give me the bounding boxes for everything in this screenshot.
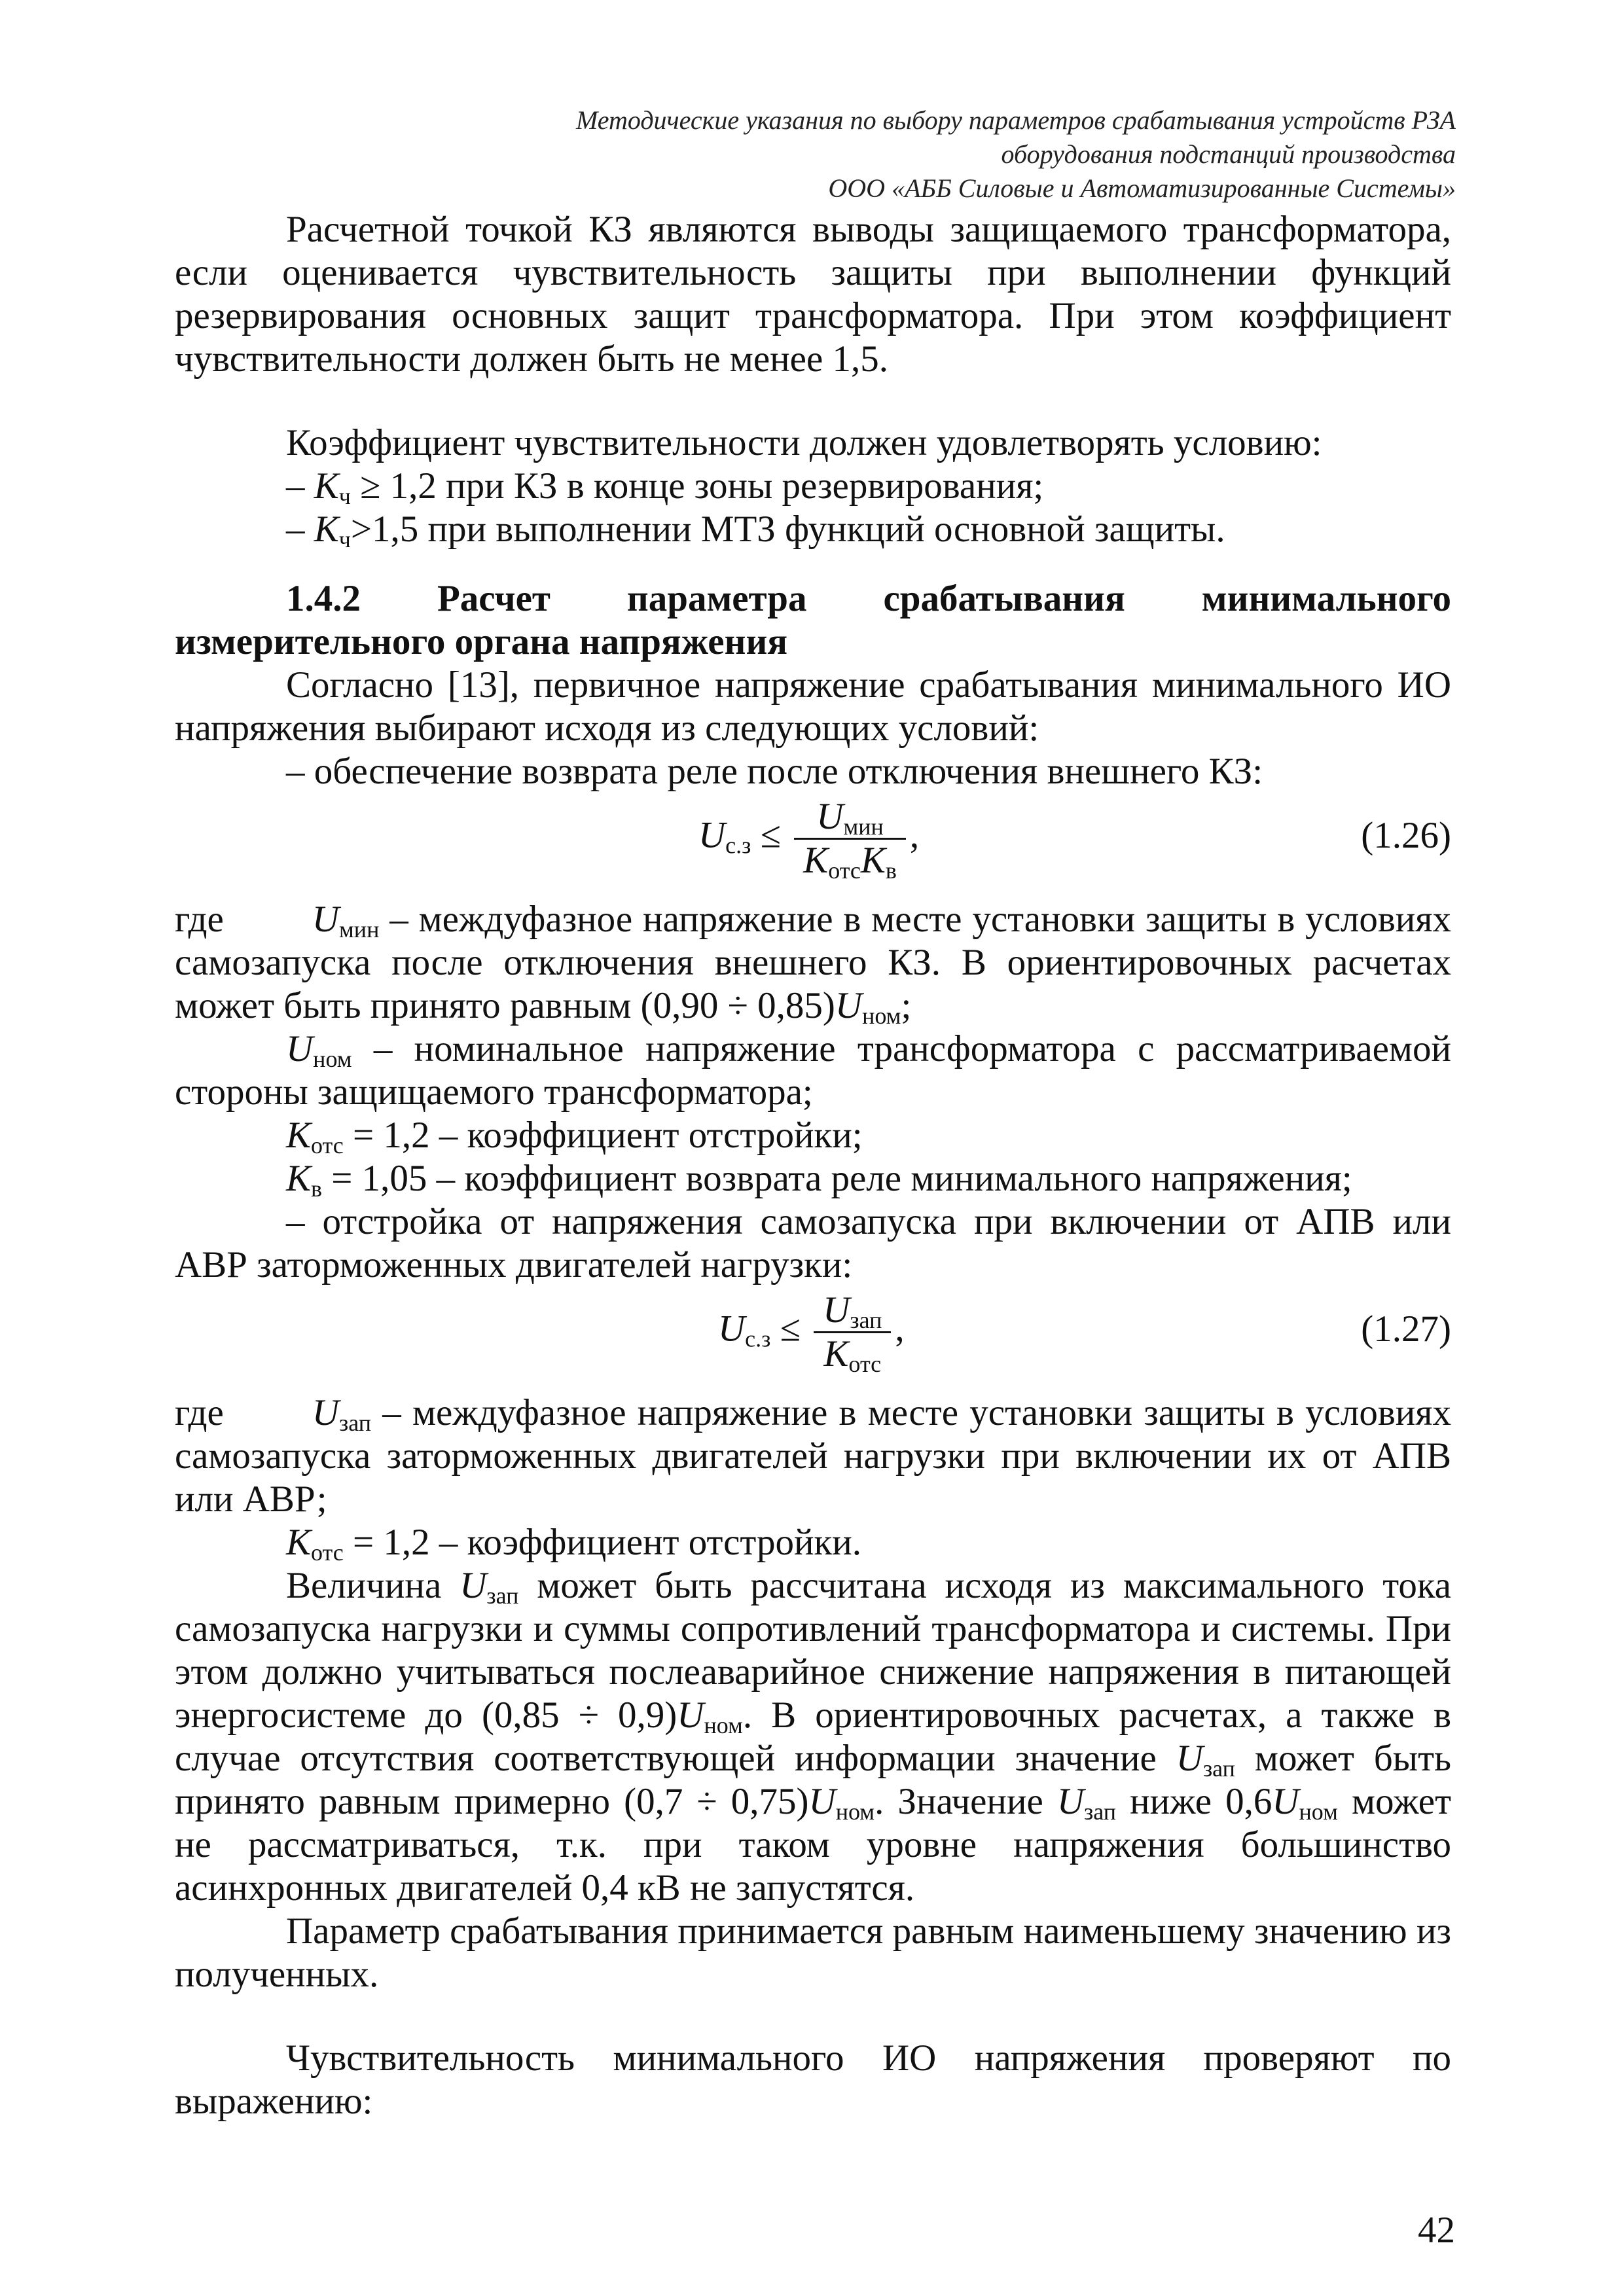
condition-item: – $K_ч \ge 1,2$ при КЗ в конце зоны резервирования; — [286, 465, 1044, 509]
condition-item: – $K_ч>1,5$ при выполнении МТЗ функций основной защиты. — [286, 509, 1225, 552]
header-line: ООО «АББ Силовые и Автоматизированные Системы» — [828, 173, 1456, 203]
paragraph: Величина $U_{зап}$ может быть рассчитана исходя из максимального тока самозапуска нагрузки и суммы сопротивлений трансформатора и системы. При этом должно учитываться послеаварийное снижение напряжения в питающей энергосистеме до $(0,85 \div 0,9)U_{ном}$. В ориентировочных расчетах, а также в случае отсутствия соответствующей информации значение $U_{зап}$ может быть принято равным примерно $(0,7 \div 0,75)U_{ном}$. Значение $U_{зап}$ ниже $0,6U_{ном}$ может не рассматриваться, т.к. при таком уровне напряжения большинство асинхронных двигателей 0,4 кВ не запустятся. — [175, 1565, 1451, 1909]
definition: $K_{отс} = 1,2$ – коэффициент отстройки; — [286, 1115, 863, 1158]
definition: $K_{отс} = 1,2$ – коэффициент отстройки. — [286, 1522, 861, 1566]
header-line: Методические указания по выбору параметров срабатывания устройств РЗА — [575, 105, 1456, 135]
equation-number: (1.27) — [1361, 1308, 1451, 1350]
definition: $K_в = 1,05$ – коэффициент возврата реле минимального напряжения; — [286, 1158, 1352, 1202]
paragraph: Согласно [13], первичное напряжение срабатывания минимального ИО напряжения выбирают исходя из следующих условий: — [175, 664, 1451, 749]
fraction: $\frac{U_{мин}}{K_{отс}K_в}$ — [794, 796, 906, 882]
header-line: оборудования подстанций производства — [1001, 139, 1456, 169]
list-item: – отстройка от напряжения самозапуска при включении от АПВ или АВР заторможенных двигателей нагрузки: — [175, 1201, 1451, 1285]
formula-1-26: $U_{с.з}$ ≤ $\frac{U_{мин}}{K_{отс}K_в}$ , (1.26) — [698, 796, 1451, 884]
definition: $U_{ном}$ – номинальное напряжение трансформатора с рассматриваемой стороны защищаемого трансформатора; — [175, 1028, 1451, 1113]
body-text — [175, 208, 1451, 2123]
definition: где $U_{мин}$ – междуфазное напряжение в месте установки защиты в условиях самозапуска после отключения внешнего КЗ. В ориентировочных расчетах может быть принято равным $(0,90 \div 0,85)U_{ном}$; — [175, 899, 1451, 1029]
formula-1-27: $U_{с.з}$ ≤ $\frac{U_{зап}}{K_{отс}}$ , (1.27) — [718, 1289, 1451, 1377]
paragraph: Расчетной точкой КЗ являются выводы защищаемого трансформатора, если оценивается чувствительность защиты при выполнении функций резервирования основных защит трансформатора. При этом коэффициент чувствительности должен быть не менее 1,5. — [175, 209, 1451, 380]
equation-number: (1.26) — [1361, 815, 1451, 856]
paragraph: Параметр срабатывания принимается равным наименьшему значению из полученных. — [175, 1910, 1451, 1995]
definition: где $U_{зап}$ – междуфазное напряжение в месте установки защиты в условиях самозапуска заторможенных двигателей нагрузки при включении их от АПВ или АВР; — [175, 1392, 1451, 1520]
section-heading: 1.4.2 Расчет параметра срабатывания минимального измерительного органа напряжения — [175, 578, 1451, 662]
running-header — [576, 103, 1456, 206]
paragraph: Коэффициент чувствительности должен удовлетворять условию: — [286, 422, 1322, 463]
page-number: 42 — [1418, 2210, 1455, 2251]
fraction: $\frac{U_{зап}}{K_{отс}}$ — [814, 1289, 891, 1375]
paragraph: Чувствительность минимального ИО напряжения проверяют по выражению: — [175, 2037, 1451, 2122]
list-item: – обеспечение возврата реле после отключения внешнего КЗ: — [286, 751, 1263, 792]
